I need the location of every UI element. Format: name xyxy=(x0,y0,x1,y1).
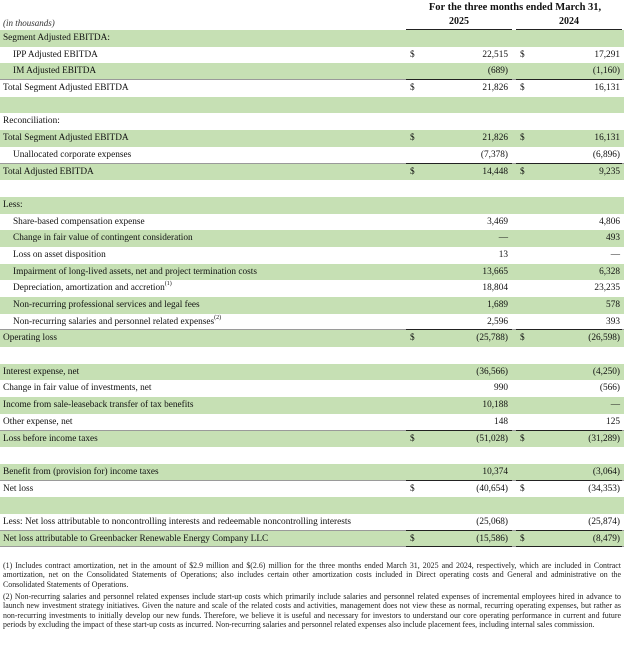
table-row xyxy=(0,330,624,347)
value-2024: (26,598) xyxy=(588,333,620,344)
table-row xyxy=(0,414,624,431)
value-2025: (36,566) xyxy=(476,366,508,377)
currency-symbol-2024: $ xyxy=(520,483,525,494)
table-row xyxy=(0,47,624,64)
table-row xyxy=(0,314,624,331)
row-label-text: Reconciliation: xyxy=(3,116,60,127)
value-2024: 578 xyxy=(606,300,620,310)
column-header-2025: 2025 xyxy=(406,15,512,30)
value-2025: 18,804 xyxy=(482,283,508,294)
value-2025: (7,378) xyxy=(480,149,508,160)
row-label xyxy=(3,531,268,548)
spacer-row xyxy=(0,180,624,197)
row-label xyxy=(13,47,98,64)
value-2025: 1,689 xyxy=(487,300,508,310)
row-label xyxy=(3,164,94,181)
row-label xyxy=(3,113,60,130)
row-label-text: Loss on asset disposition xyxy=(13,249,106,260)
value-2025: (51,028) xyxy=(476,433,508,444)
footnote-2: (2) Non-recurring salaries and personnel related expenses include start-up costs which primarily include salaries and personnel related expenses of incremental employees hired in advance to launch new investment strategy initiatives. Given the nature and scale of the related costs and activities, management does not view these as normal, recurring operating expenses, but rather as non-recurring investments to initially develop our new funds. Therefore, we believe it is useful and necessary for investors to understand our core operating performance in current and future periods by excluding the impact of these start-up costs as incurred. Non-recurring salaries and personnel related expenses also include placement fees, including internal sales commission. xyxy=(3,592,621,629)
row-label-text: IM Adjusted EBITDA xyxy=(13,66,97,77)
row-label xyxy=(3,30,110,47)
row-label-text: Operating loss xyxy=(3,333,57,344)
column-group-title: For the three months ended March 31, xyxy=(428,2,602,13)
spacer-row xyxy=(0,97,624,114)
value-2024: (8,479) xyxy=(592,533,620,544)
value-2024: — xyxy=(610,400,620,411)
value-2025: 13,665 xyxy=(482,266,508,277)
row-label-text: Less: Net loss attributable to noncontrolling interests and redeemable noncontrolling interests xyxy=(3,516,352,527)
currency-symbol-2025: $ xyxy=(410,483,415,494)
currency-symbol-2024: $ xyxy=(520,49,525,60)
table-row xyxy=(0,514,624,531)
total-underline xyxy=(406,546,512,547)
table-row xyxy=(0,364,624,381)
currency-symbol-2025: $ xyxy=(410,433,415,444)
footnote-ref: (2) xyxy=(214,314,222,321)
value-2025: 10,374 xyxy=(482,466,508,477)
row-label xyxy=(3,197,23,214)
row-label-text: Loss before income taxes xyxy=(3,433,98,444)
value-2024: (4,250) xyxy=(592,366,620,377)
table-row xyxy=(0,481,624,498)
table-row xyxy=(0,80,624,97)
value-2024: (34,353) xyxy=(588,483,620,494)
row-label-text: Share-based compensation expense xyxy=(13,216,145,227)
table-row xyxy=(0,431,624,448)
currency-symbol-2024: $ xyxy=(520,83,525,94)
row-label-text: Change in fair value of investments, net xyxy=(3,383,152,394)
column-header-2024: 2024 xyxy=(516,15,622,30)
value-2024: 16,131 xyxy=(594,83,620,94)
currency-symbol-2025: $ xyxy=(410,533,415,544)
row-label-text: Net loss attributable to Greenbacker Renewable Energy Company LLC xyxy=(3,533,269,544)
row-label xyxy=(3,364,79,381)
currency-symbol-2025: $ xyxy=(410,133,415,144)
row-label-text: Impairment of long-lived assets, net and project termination costs xyxy=(13,266,257,277)
table-row xyxy=(0,113,624,130)
value-2025: 21,826 xyxy=(482,83,508,94)
currency-symbol-2025: $ xyxy=(410,166,415,177)
row-label xyxy=(3,414,72,431)
row-label xyxy=(13,230,193,247)
value-2025: (15,586) xyxy=(476,533,508,544)
row-label-text: Segment Adjusted EBITDA: xyxy=(3,33,110,43)
currency-symbol-2024: $ xyxy=(520,133,525,144)
table-row xyxy=(0,297,624,314)
row-label-text: Total Segment Adjusted EBITDA xyxy=(3,133,129,144)
table-row xyxy=(0,264,624,281)
row-label xyxy=(13,247,106,264)
value-2025: 2,596 xyxy=(487,316,508,327)
value-2024: 393 xyxy=(606,316,620,327)
value-2025: (40,654) xyxy=(476,483,508,494)
value-2024: (1,160) xyxy=(592,66,620,77)
currency-symbol-2024: $ xyxy=(520,533,525,544)
value-2025: (25,068) xyxy=(476,516,508,527)
value-2025: (25,788) xyxy=(476,333,508,344)
table-row xyxy=(0,147,624,164)
table-row xyxy=(0,30,624,47)
table-row xyxy=(0,380,624,397)
row-label-text: Net loss xyxy=(3,483,34,494)
row-label xyxy=(13,147,131,164)
value-2025: 13 xyxy=(498,249,508,260)
row-label xyxy=(13,280,172,297)
table-row xyxy=(0,130,624,147)
value-2024: 4,806 xyxy=(599,216,620,227)
value-2025: (689) xyxy=(487,66,508,77)
value-2024: (31,289) xyxy=(588,433,620,444)
value-2024: (25,874) xyxy=(588,516,620,527)
total-underline xyxy=(516,546,622,547)
footnote-ref: (1) xyxy=(164,281,172,288)
footnote-1: (1) Includes contract amortization, net in the amount of $2.9 million and $(2.6) million for the three months ended March 31, 2025 and 2024, respectively, which are included in Contract amortization, net on the Consolidated Statements of Operations; also includes certain other amortization costs included in Direct operating costs and General and administrative on the Consolidated Statements of Operations. xyxy=(3,561,621,589)
value-2024: 16,131 xyxy=(594,133,620,144)
row-label-text: IPP Adjusted EBITDA xyxy=(13,49,98,60)
table-row xyxy=(0,531,624,548)
row-label xyxy=(3,130,129,147)
row-label xyxy=(3,514,351,531)
table-row xyxy=(0,247,624,264)
currency-symbol-2025: $ xyxy=(410,49,415,60)
currency-symbol-2025: $ xyxy=(410,83,415,94)
ebitda-reconciliation-table xyxy=(0,30,624,547)
table-row xyxy=(0,63,624,80)
currency-symbol-2024: $ xyxy=(520,433,525,444)
currency-symbol-2024: $ xyxy=(520,333,525,344)
value-2024: (3,064) xyxy=(592,466,620,477)
value-2024: (566) xyxy=(599,383,620,394)
row-label-text: Other expense, net xyxy=(3,416,73,427)
row-label-text: Non-recurring salaries and personnel related expenses xyxy=(13,316,215,327)
row-label-text: Less: xyxy=(3,199,23,210)
row-label xyxy=(13,63,96,80)
row-label-text: Change in fair value of contingent consideration xyxy=(13,233,193,244)
row-label-text: Total Adjusted EBITDA xyxy=(3,166,94,177)
units-label: (in thousands) xyxy=(3,18,55,28)
value-2025: 148 xyxy=(494,416,508,427)
value-2024: 493 xyxy=(606,233,620,244)
row-label xyxy=(3,330,57,347)
value-2025: 14,448 xyxy=(482,166,508,177)
row-label xyxy=(3,431,98,448)
row-label-text: Income from sale-leaseback transfer of tax benefits xyxy=(3,400,194,411)
row-label xyxy=(3,481,33,498)
row-label xyxy=(13,264,257,281)
table-row xyxy=(0,197,624,214)
value-2024: 125 xyxy=(606,416,620,427)
value-2025: — xyxy=(498,233,508,244)
row-label-text: Unallocated corporate expenses xyxy=(13,149,132,160)
row-label xyxy=(3,397,194,414)
table-row xyxy=(0,164,624,181)
row-label xyxy=(13,297,200,314)
value-2024: (6,896) xyxy=(592,149,620,160)
spacer-row xyxy=(0,447,624,464)
value-2024: 9,235 xyxy=(599,166,620,177)
row-label xyxy=(3,80,129,97)
table-row xyxy=(0,397,624,414)
row-label xyxy=(13,314,221,331)
value-2025: 10,188 xyxy=(482,400,508,411)
currency-symbol-2025: $ xyxy=(410,333,415,344)
value-2024: — xyxy=(610,249,620,260)
value-2024: 23,235 xyxy=(594,283,620,294)
value-2024: 17,291 xyxy=(594,49,620,60)
row-label xyxy=(13,214,145,231)
row-label-text: Interest expense, net xyxy=(3,366,80,377)
row-label-text: Depreciation, amortization and accretion xyxy=(13,283,165,294)
table-row xyxy=(0,230,624,247)
value-2025: 21,826 xyxy=(482,133,508,144)
table-row xyxy=(0,280,624,297)
spacer-row xyxy=(0,497,624,514)
row-label-text: Total Segment Adjusted EBITDA xyxy=(3,83,129,94)
value-2025: 990 xyxy=(494,383,508,394)
value-2025: 3,469 xyxy=(487,216,508,227)
currency-symbol-2024: $ xyxy=(520,166,525,177)
table-row xyxy=(0,214,624,231)
value-2025: 22,515 xyxy=(482,49,508,60)
table-row xyxy=(0,464,624,481)
spacer-row xyxy=(0,347,624,364)
row-label xyxy=(3,380,151,397)
row-label-text: Non-recurring professional services and legal fees xyxy=(13,300,200,310)
value-2024: 6,328 xyxy=(599,266,620,277)
row-label-text: Benefit from (provision for) income taxes xyxy=(3,466,159,477)
row-label xyxy=(3,464,159,481)
